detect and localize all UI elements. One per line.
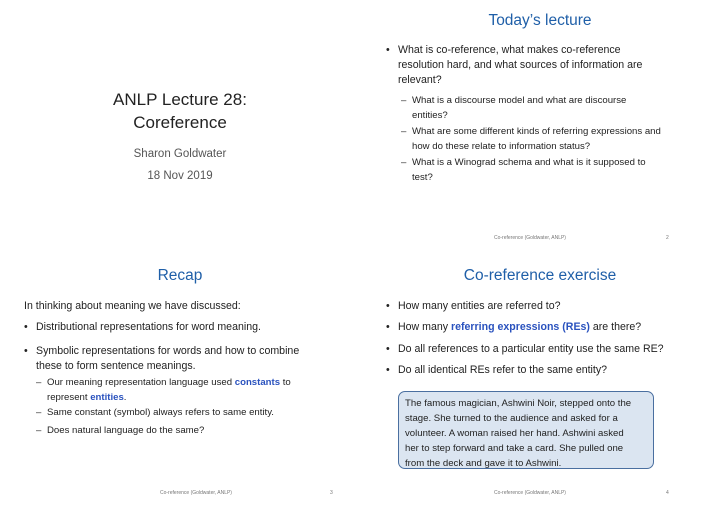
- sub-bullet-text-line: test?: [412, 172, 433, 183]
- sub-bullet-text-line: What is a discourse model and what are discourse: [412, 95, 627, 106]
- sub-bullet-item: [36, 375, 347, 405]
- page-number: 4: [666, 490, 669, 496]
- sub-bullet-text-line: [47, 390, 347, 405]
- sub-bullet-text: .: [123, 392, 127, 403]
- bullet-dot: •: [24, 321, 28, 333]
- bullet-item: [386, 342, 708, 357]
- bullet-text: are there?: [589, 321, 642, 333]
- sub-bullet-text-line: entities?: [412, 110, 448, 121]
- slide-title: Today’s lecture: [488, 12, 592, 29]
- sub-bullet-dash: –: [401, 157, 407, 168]
- highlight-entities: entities: [90, 392, 124, 403]
- author-name: Sharon Goldwater: [133, 148, 227, 160]
- lecture-date: 18 Nov 2019: [147, 170, 213, 182]
- bullet-text-line: Do all identical REs refer to the same entity?: [398, 364, 608, 376]
- sub-bullet-dash: –: [36, 425, 42, 436]
- sub-bullet-item: [36, 423, 347, 438]
- lecture-title: [0, 88, 360, 134]
- slide-2: [360, 0, 720, 255]
- bullet-text-line: relevant?: [398, 74, 442, 86]
- slide-footer: Co-reference (Goldwater, ANLP): [160, 490, 232, 496]
- bullet-text-line: resolution hard, and what sources of information are: [398, 59, 643, 71]
- bullet-item: [386, 363, 708, 378]
- story-text-box: [398, 391, 654, 469]
- sub-bullet-text-line: [47, 375, 347, 390]
- sub-bullet-dash: –: [36, 377, 42, 388]
- bullet-item: [386, 320, 708, 335]
- intro-text: In thinking about meaning we have discussed:: [24, 300, 241, 312]
- bullet-dot: •: [386, 321, 390, 333]
- sub-bullet-text: to: [280, 377, 291, 388]
- sub-bullet-text-line: What are some different kinds of referring expressions and: [412, 126, 661, 137]
- slide-title: Recap: [157, 267, 203, 284]
- page-number: 3: [330, 490, 333, 496]
- lecture-title-line-2: Coreference: [133, 113, 227, 132]
- sub-bullet-text-line: Does natural language do the same?: [47, 425, 205, 436]
- story-line: The famous magician, Ashwini Noir, stepped onto the: [405, 398, 632, 409]
- sub-bullet-text-line: What is a Winograd schema and what is it supposed to: [412, 157, 646, 168]
- story-line: from the deck and gave it to Ashwini.: [405, 458, 562, 469]
- lecture-title-line-1: ANLP Lecture 28:: [113, 90, 247, 109]
- slide-1: [0, 0, 360, 255]
- bullet-item: [24, 344, 346, 374]
- highlight-constants: constants: [234, 377, 281, 388]
- slide-footer: Co-reference (Goldwater, ANLP): [494, 235, 566, 241]
- bullet-dot: •: [386, 343, 390, 355]
- sub-bullet-item: [36, 405, 347, 420]
- sub-bullet-item: [401, 93, 712, 123]
- sub-bullet-text-line: Same constant (symbol) always refers to same entity.: [47, 407, 274, 418]
- sub-bullet-text: represent: [47, 392, 91, 403]
- slide-3: [0, 255, 360, 510]
- bullet-text-line: What is co-reference, what makes co-reference: [398, 44, 621, 56]
- slide-title: Co-reference exercise: [463, 267, 617, 284]
- bullet-text-line: Symbolic representations for words and how to combine: [36, 345, 300, 357]
- bullet-item: [24, 320, 346, 335]
- bullet-text-line: Distributional representations for word meaning.: [36, 321, 261, 333]
- bullet-dot: •: [386, 300, 390, 312]
- sub-bullet-text: Our meaning representation language used: [47, 377, 235, 388]
- sub-bullet-item: [401, 155, 712, 185]
- sub-bullet-dash: –: [36, 407, 42, 418]
- page-number: 2: [666, 235, 669, 241]
- sub-bullet-dash: –: [401, 126, 407, 137]
- story-line: her to step forward and take a card. She pulled one: [405, 443, 624, 454]
- bullet-item: [386, 43, 698, 88]
- highlight-referring-expressions: referring expressions (REs): [450, 321, 590, 333]
- slide-footer: Co-reference (Goldwater, ANLP): [494, 490, 566, 496]
- sub-bullet-text-line: how do these relate to information status?: [412, 141, 591, 152]
- sub-bullet-dash: –: [401, 95, 407, 106]
- bullet-text-line: How many entities are referred to?: [398, 300, 561, 312]
- story-line: volunteer. A woman raised her hand. Ashwini asked: [405, 428, 624, 439]
- bullet-text-line: these to form sentence meanings.: [36, 360, 196, 372]
- bullet-text: How many: [398, 321, 451, 333]
- bullet-text-line: Do all references to a particular entity use the same RE?: [398, 343, 664, 355]
- sub-bullet-item: [401, 124, 712, 154]
- slide-4: [360, 255, 720, 510]
- bullet-item: [386, 299, 708, 314]
- bullet-dot: •: [386, 364, 390, 376]
- bullet-text-line: [398, 320, 708, 335]
- bullet-dot: •: [24, 345, 28, 357]
- story-line: stage. She turned to the audience and asked for a: [405, 413, 618, 424]
- bullet-dot: •: [386, 44, 390, 56]
